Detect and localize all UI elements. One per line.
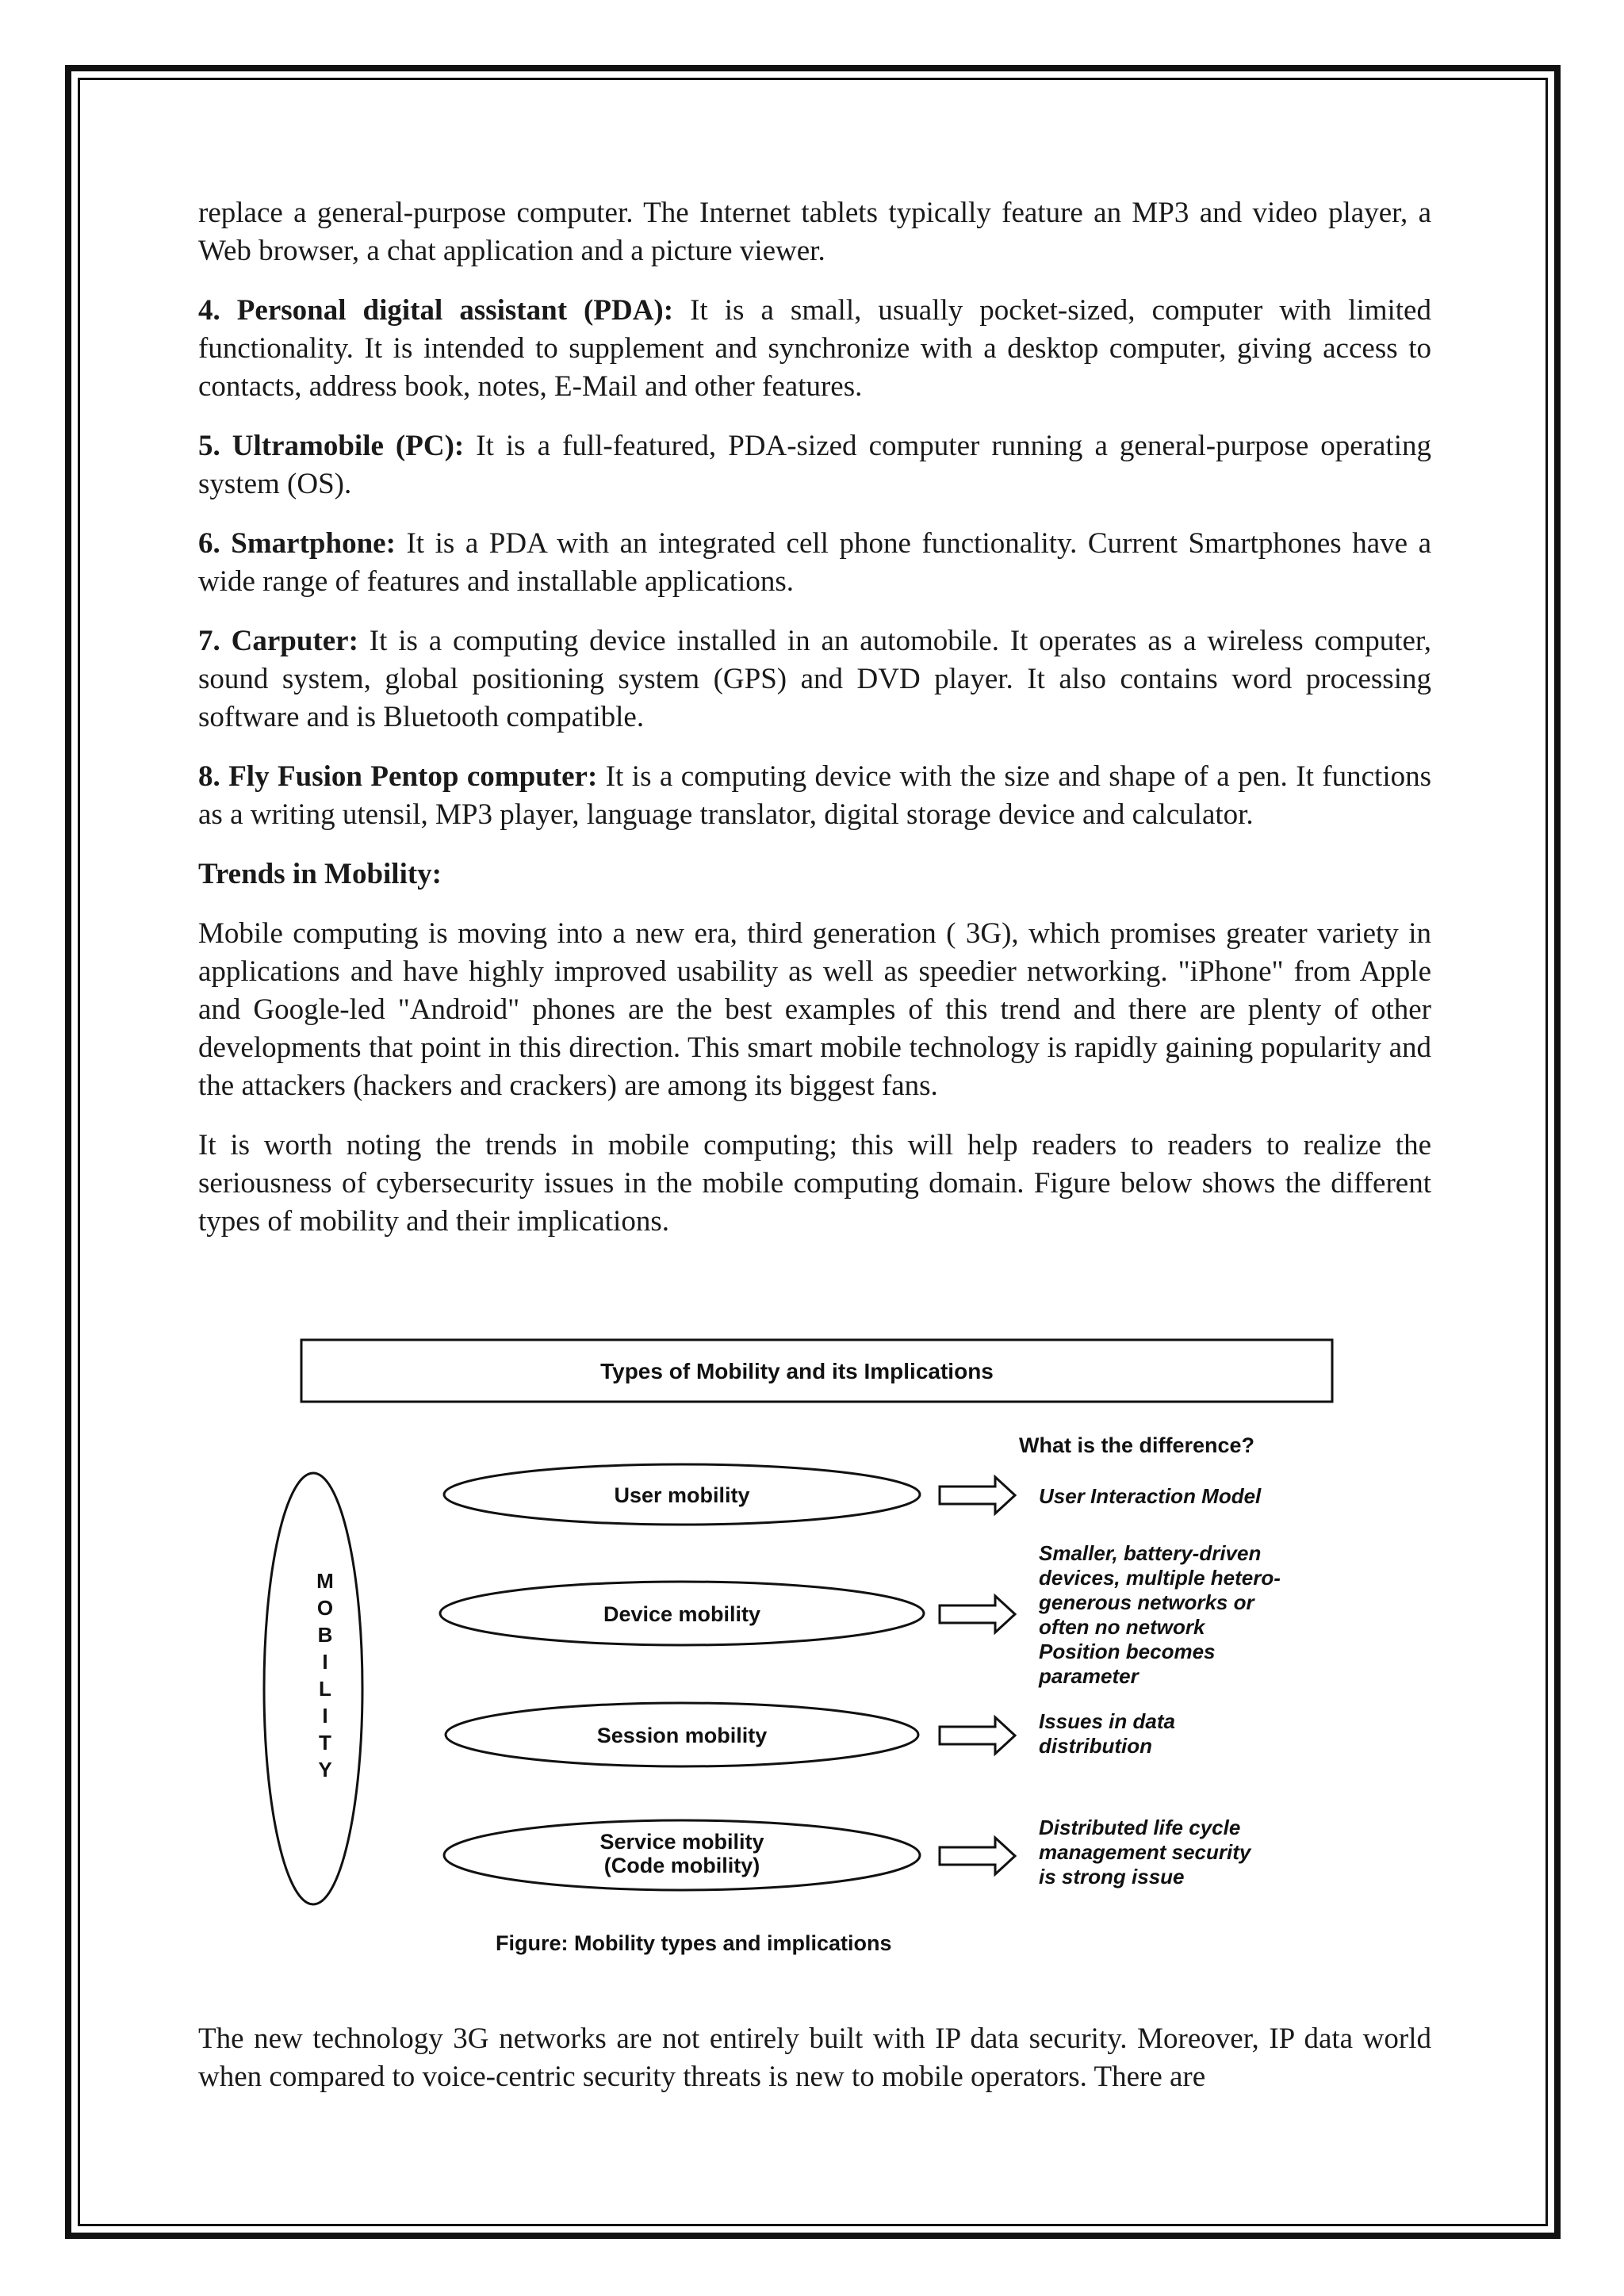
implication-device-line: often no network (1039, 1615, 1205, 1639)
paragraph-pentop (198, 758, 1431, 834)
pentop-label: 8. Fly Fusion Pentop computer: (198, 760, 598, 793)
implication-service-line: management security (1039, 1840, 1251, 1864)
pda-text: It is a small, usually pocket-sized, computer with limited functionality. It is intended to supplement and synchronize with a desktop computer, giving access to contacts, address book, notes, E-Mail and other features. (198, 294, 1431, 403)
mobility-letter: I (322, 1650, 328, 1674)
implication-service-line: is strong issue (1039, 1865, 1185, 1888)
paragraph-worth-noting: It is worth noting the trends in mobile computing; this will help readers to readers to realize the seriousness of cybersecurity issues in the mobile computing domain. Figure below shows the different types of mobility and their implications. (198, 1129, 1431, 1238)
paragraph-intro: replace a general-purpose computer. The Internet tablets typically feature an MP3 and video player, a Web browser, a chat application and a picture viewer. (198, 197, 1431, 267)
type-label-device: Device mobility (603, 1602, 761, 1626)
implication-session-line: distribution (1039, 1734, 1152, 1758)
implication-device-line: parameter (1039, 1664, 1139, 1688)
arrow-icon (940, 1838, 1015, 1874)
paragraph-carputer (198, 622, 1431, 737)
pentop-text: It is a computing device with the size and shape of a pen. It functions as a writing utensil, MP3 player, language translator, digital storage device and calculator. (198, 760, 1432, 831)
carputer-text: It is a computing device installed in an automobile. It operates as a wireless computer, sound system, global positioning system (GPS) and DVD player. It also contains word processing software and is Bluetooth compatible. (198, 625, 1431, 733)
mobility-letter: L (319, 1677, 331, 1701)
arrow-icon (940, 1717, 1015, 1754)
paragraph-trends: Mobile computing is moving into a new era, third generation ( 3G), which promises greater variety in applications and have highly improved usability as well as speedier networking. "iPhone" from Apple and Google-led "Android" phones are the best examples of this trend and there are plenty of other developments that point in this direction. This smart mobile technology is rapidly gaining popularity and the attackers (hackers and crackers) are among its biggest fans. (198, 917, 1431, 1102)
paragraph-pda (198, 292, 1431, 406)
arrow-icon (940, 1596, 1015, 1632)
implication-device-line: generous networks or (1039, 1590, 1254, 1614)
figure-title: Types of Mobility and its Implications (600, 1359, 994, 1383)
smartphone-text: It is a PDA with an integrated cell phone functionality. Current Smartphones have a wide range of features and installable applications. (198, 527, 1432, 598)
paragraph-smartphone (198, 525, 1431, 601)
mobility-letter: T (319, 1731, 331, 1755)
mobility-letter: I (322, 1704, 328, 1728)
section-heading: Trends in Mobility: (198, 858, 442, 890)
mobility-diagram (198, 1332, 1431, 1974)
implication-device-line: devices, multiple hetero- (1039, 1566, 1281, 1590)
mobility-letter: M (316, 1569, 334, 1593)
type-label-service-line: Service mobility (599, 1830, 764, 1854)
paragraph-3g: The new technology 3G networks are not entirely built with IP data security. Moreover, IP data world when compared to voice-centric security threats is new to mobile operators. There are (198, 2022, 1431, 2093)
implication-device-line: Smaller, battery-driven (1039, 1541, 1262, 1565)
figure-caption: Figure: Mobility types and implications (496, 1931, 892, 1955)
figure-question: What is the difference? (1019, 1433, 1255, 1457)
ultramobile-label: 5. Ultramobile (PC): (198, 430, 465, 462)
implication-session-line: Issues in data (1039, 1709, 1175, 1733)
carputer-label: 7. Carputer: (198, 625, 358, 657)
mobility-ellipse (264, 1473, 362, 1904)
smartphone-label: 6. Smartphone: (198, 527, 396, 560)
arrow-icon (940, 1477, 1015, 1513)
paragraph-ultramobile (198, 427, 1431, 503)
mobility-letter: O (316, 1596, 334, 1620)
type-label-user: User mobility (614, 1483, 750, 1507)
ultramobile-text: It is a full-featured, PDA-sized computer running a general-purpose operating system (OS). (198, 430, 1431, 500)
type-label-session: Session mobility (596, 1724, 768, 1747)
document-body (198, 194, 1431, 1262)
implication-service-line: Distributed life cycle (1039, 1816, 1241, 1839)
mobility-figure (198, 1332, 1431, 1974)
type-label-service-line: (Code mobility) (603, 1854, 760, 1877)
mobility-letter: Y (318, 1758, 332, 1781)
mobility-letter: B (317, 1623, 333, 1647)
pda-label: 4. Personal digital assistant (PDA): (198, 294, 674, 327)
implication-user: User Interaction Model (1039, 1484, 1262, 1508)
implication-device-line: Position becomes (1039, 1640, 1216, 1663)
